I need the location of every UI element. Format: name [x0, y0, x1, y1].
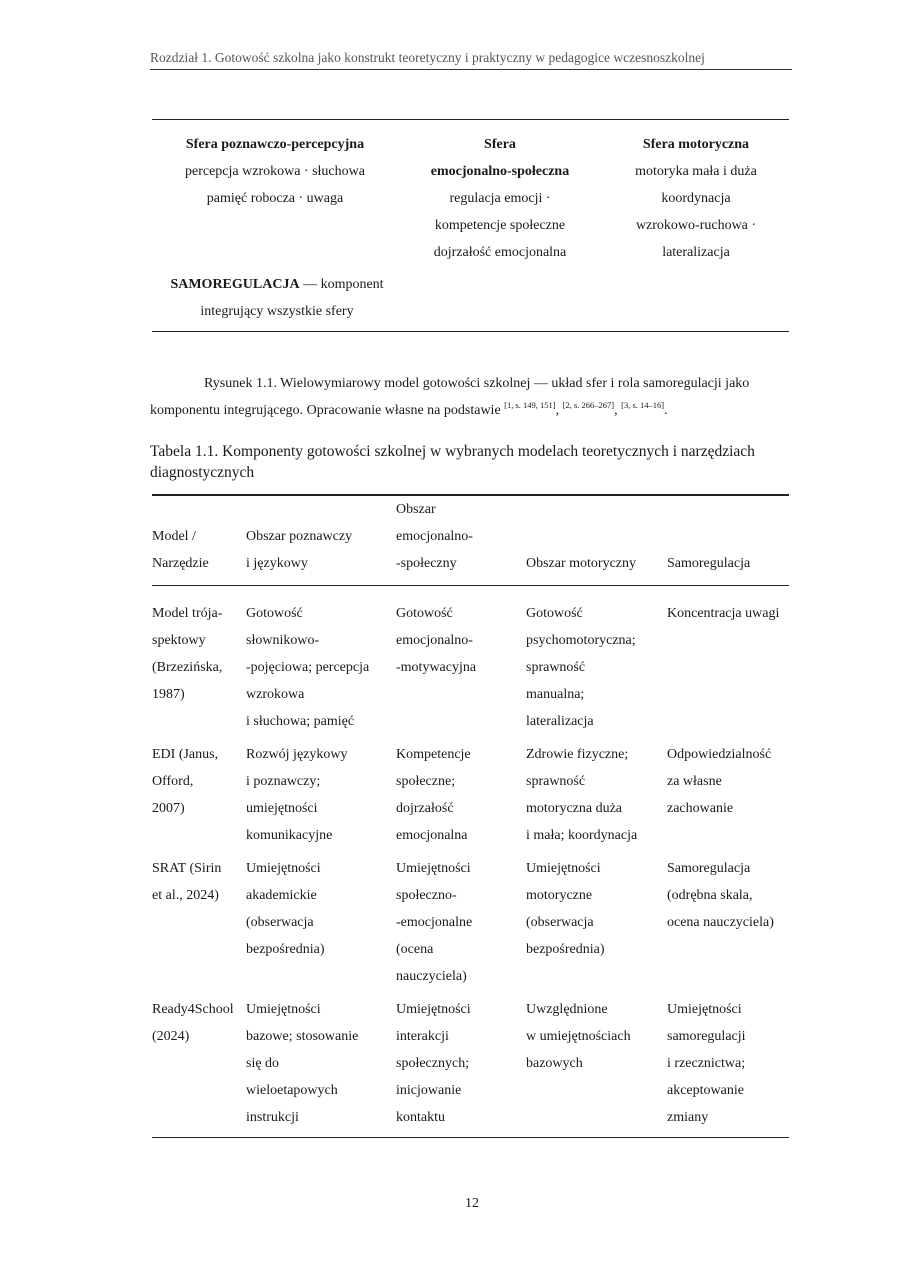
table-cell: Zdrowie fizyczne; sprawność motoryczna duża i mała; koordynacja: [526, 747, 638, 843]
table-cell: Model trója- spektowy (Brzezińska, 1987): [152, 606, 223, 702]
sphere-item: koordynacja: [661, 191, 731, 206]
table-title: Tabela 1.1. Komponenty gotowości szkolnej w wybranych modelach teoretycznych i narzędziach diagnostycznych: [150, 443, 755, 481]
self-regulation-desc: — komponent: [299, 277, 384, 292]
table-cell: Umiejętności motoryczne (obserwacja bezpośrednia): [526, 861, 605, 957]
table-cell: Umiejętności społeczno- -emocjonalne (ocena nauczyciela): [396, 861, 473, 984]
sphere-item: motoryka mała i duża: [635, 164, 757, 179]
table-cell: Kompetencje społeczne; dojrzałość emocjonalna: [396, 747, 471, 843]
table-row: [152, 855, 789, 996]
column-header: Samoregulacja: [667, 556, 751, 571]
citation-ref: [2, s. 266–267]: [562, 400, 615, 410]
self-regulation-label: SAMOREGULACJA: [170, 277, 300, 292]
table-cell: Gotowość emocjonalno- -motywacyjna: [396, 606, 477, 675]
self-regulation-integrator: [152, 271, 402, 325]
table-cell: Gotowość słownikowo- -pojęciowa; percepcja wzrokowa i słuchowa; pamięć: [246, 606, 370, 729]
column-header: Obszar motoryczny: [526, 556, 637, 571]
table-cell: Gotowość psychomotoryczna; sprawność manualna; lateralizacja: [526, 606, 636, 729]
sphere-item: dojrzałość emocjonalna: [433, 245, 567, 260]
column-header: Obszar emocjonalno- -społeczny: [396, 502, 473, 571]
citation-ref: [1, s. 149, 151]: [504, 400, 556, 410]
table-cell: Ready4School (2024): [152, 1002, 234, 1044]
column-header: Model / Narzędzie: [152, 529, 209, 571]
column-header: Obszar poznawczy i językowy: [246, 529, 353, 571]
table-cell: Rozwój językowy i poznawczy; umiejętności komunikacyjne: [246, 747, 348, 843]
sphere-title: Sfera: [484, 137, 516, 152]
sphere-item: percepcja wzrokowa · słuchowa: [185, 164, 365, 179]
citation-ref: [3, s. 14–16]: [621, 400, 665, 410]
table-cell: Umiejętności akademickie (obserwacja bezpośrednia): [246, 861, 325, 957]
sphere-title: Sfera poznawczo-percepcyjna: [185, 137, 365, 152]
page-number: 12: [465, 1196, 479, 1211]
table-cell: Umiejętności interakcji społecznych; inicjowanie kontaktu: [396, 1002, 471, 1125]
caption-text: Rysunek 1.1. Wielowymiarowy model gotowości szkolnej — układ sfer i rola samoregulacji jako komponentu integrującego. Opracowanie własne na podstawie: [150, 376, 750, 418]
sphere-title: Sfera motoryczna: [642, 137, 750, 152]
sphere-cognitive-perceptual: [160, 131, 390, 212]
table-cell: SRAT (Sirin et al., 2024): [152, 861, 222, 903]
figure-model-diagram: [152, 119, 789, 332]
running-header: Rozdział 1. Gotowość szkolna jako konstrukt teoretyczny i praktyczny w pedagogice wczesnoszkolnej: [150, 50, 792, 70]
table-cell: Umiejętności samoregulacji i rzecznictwa; akceptowanie zmiany: [667, 1002, 746, 1125]
table-cell: Koncentracja uwagi: [667, 606, 780, 621]
sphere-title: emocjonalno-społeczna: [430, 164, 570, 179]
table-row: [152, 996, 789, 1138]
sphere-emotional-social: [415, 131, 585, 266]
sphere-item: kompetencje społeczne: [434, 218, 566, 233]
table-cell: Uwzględnione w umiejętnościach bazowych: [526, 1002, 631, 1071]
table-cell: Samoregulacja (odrębna skala, ocena nauczyciela): [667, 861, 774, 930]
sphere-item: pamięć robocza · uwaga: [206, 191, 344, 206]
self-regulation-desc-line2: integrujący wszystkie sfery: [200, 304, 354, 319]
table-header-row: [152, 495, 789, 586]
sphere-motor: [608, 131, 784, 266]
table-cell: Umiejętności bazowe; stosowanie się do wieloetapowych instrukcji: [246, 1002, 359, 1125]
table-cell: EDI (Janus, Offord, 2007): [152, 747, 219, 816]
sphere-item: lateralizacja: [662, 245, 730, 260]
components-table: [152, 494, 789, 1138]
sphere-item: wzrokowo-ruchowa ·: [635, 218, 757, 233]
figure-caption: Rysunek 1.1. Wielowymiarowy model gotowości szkolnej — układ sfer i rola samoregulacji jako komponentu integrującego. Opracowanie własne na podstawie [1, s. 149, 151], [2, s. 266–267], [3, s. 14–16].: [150, 376, 750, 418]
table-row: [152, 586, 789, 742]
sphere-item: regulacja emocji ·: [449, 191, 551, 206]
table-row: [152, 741, 789, 855]
table-cell: Odpowiedzialność za własne zachowanie: [667, 747, 772, 816]
